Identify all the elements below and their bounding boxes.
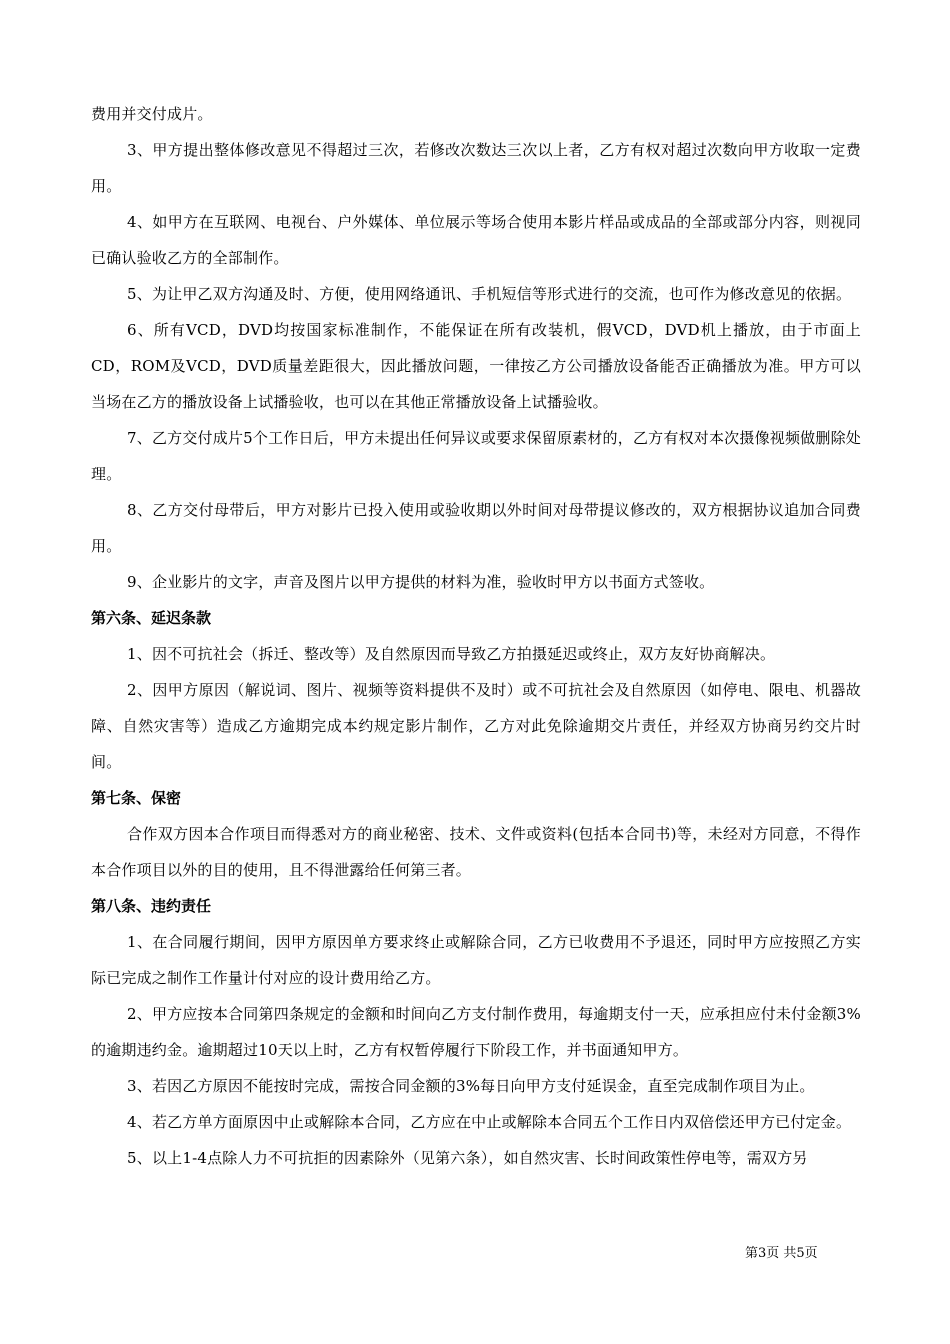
section-heading: 第六条、延迟条款	[91, 609, 212, 627]
paragraph: 5、为让甲乙双方沟通及时、方便，使用网络通讯、手机短信等形式进行的交流，也可作为修改意见的依据。	[127, 285, 852, 303]
paragraph: 合作双方因本合作项目而得悉对方的商业秘密、技术、文件或资料(包括本合同书)等，未经对方同意，不得作本合作项目以外的目的使用，且不得泄露给任何第三者。	[91, 825, 861, 879]
paragraph: 3、甲方提出整体修改意见不得超过三次，若修改次数达三次以上者，乙方有权对超过次数向甲方收取一定费用。	[91, 141, 861, 195]
paragraph: 4、若乙方单方面原因中止或解除本合同，乙方应在中止或解除本合同五个工作日内双倍偿还甲方已付定金。	[127, 1113, 852, 1131]
paragraph: 9、企业影片的文字，声音及图片以甲方提供的材料为准，验收时甲方以书面方式签收。	[127, 573, 715, 591]
paragraph: 1、在合同履行期间，因甲方原因单方要求终止或解除合同，乙方已收费用不予退还，同时甲方应按照乙方实际已完成之制作工作量计付对应的设计费用给乙方。	[91, 933, 861, 987]
paragraph: 费用并交付成片。	[91, 105, 213, 123]
paragraph: 7、乙方交付成片5个工作日后，甲方未提出任何异议或要求保留原素材的，乙方有权对本次摄像视频做删除处理。	[91, 429, 861, 483]
paragraph: 2、甲方应按本合同第四条规定的金额和时间向乙方支付制作费用，每逾期支付一天，应承担应付未付金额3%的逾期违约金。逾期超过10天以上时，乙方有权暂停履行下阶段工作，并书面通知甲方。	[91, 1005, 861, 1059]
section-heading: 第八条、违约责任	[91, 897, 212, 915]
paragraph: 2、因甲方原因（解说词、图片、视频等资料提供不及时）或不可抗社会及自然原因（如停电、限电、机器故障、自然灾害等）造成乙方逾期完成本约规定影片制作，乙方对此免除逾期交片责任，并经双方协商另约交片时间。	[91, 681, 861, 771]
section-heading: 第七条、保密	[91, 789, 182, 807]
page-number-footer: 第3页 共5页	[745, 1246, 818, 1261]
paragraph: 4、如甲方在互联网、电视台、户外媒体、单位展示等场合使用本影片样品或成品的全部或部分内容，则视同已确认验收乙方的全部制作。	[91, 213, 861, 267]
document-body	[91, 96, 861, 1176]
paragraph: 8、乙方交付母带后，甲方对影片已投入使用或验收期以外时间对母带提议修改的，双方根据协议追加合同费用。	[91, 501, 861, 555]
paragraph: 5、以上1-4点除人力不可抗拒的因素除外（见第六条），如自然灾害、长时间政策性停电等，需双方另	[127, 1149, 808, 1167]
paragraph: 3、若因乙方原因不能按时完成，需按合同金额的3%每日向甲方支付延误金，直至完成制作项目为止。	[127, 1077, 815, 1095]
paragraph: 6、所有VCD，DVD均按国家标准制作，不能保证在所有改装机，假VCD，DVD机上播放，由于市面上CD，ROM及VCD，DVD质量差距很大，因此播放问题，一律按乙方公司播放设备能否正确播放为准。甲方可以当场在乙方的播放设备上试播验收，也可以在其他正常播放设备上试播验收。	[91, 321, 861, 411]
paragraph: 1、因不可抗社会（拆迁、整改等）及自然原因而导致乙方拍摄延迟或终止，双方友好协商解决。	[127, 645, 776, 663]
